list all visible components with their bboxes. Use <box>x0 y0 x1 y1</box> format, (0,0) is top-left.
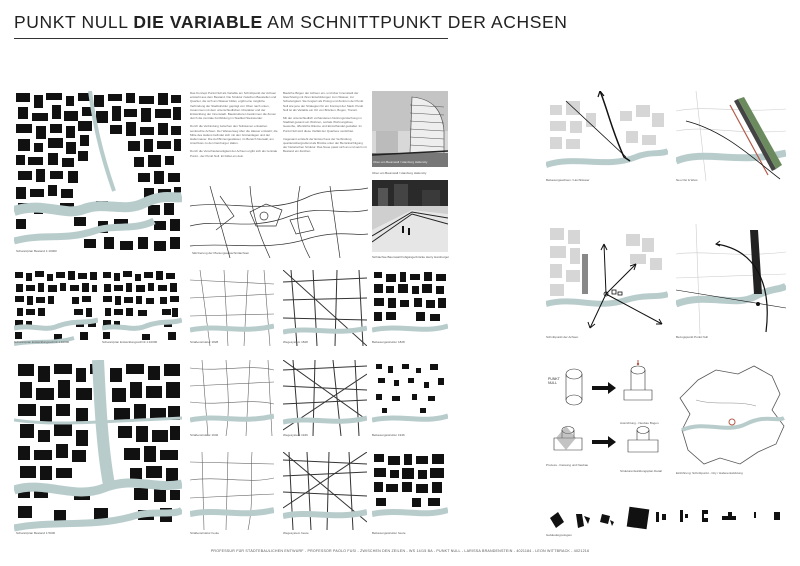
caption: Wegesystem 1946 <box>283 433 308 437</box>
caption: Bebauungsstruktur 1828 <box>372 340 405 344</box>
caption: Oben am Baumwall / Hamburg Hafencity <box>373 160 428 164</box>
caption: Schwarzplan Bestand 1:10000 <box>16 249 57 253</box>
title-rule <box>14 38 448 39</box>
punkt-null-label-2: NULL <box>548 381 557 385</box>
street-structure-1828 <box>190 270 274 348</box>
caption: Skizzierung der Planungsausschnittachsen <box>192 251 250 255</box>
caption: Bebauungsachsen / Hochhäuser <box>546 178 590 182</box>
paragraph: Insgesamt entsteht der Entwurf aus der Verbindung quartiersübergreifend als Brücke unter der Berücksichtigung der historischen Struktur. Das Neue passt sich an und setzt mit Bestand ein Zeichen. <box>283 136 367 154</box>
paragraph: Mit der unterschiedlich vorhandenen Nutzungsmischung im Stadtteil gesamt ein Wohnen, soziale Wohnungsbau, Gewerbe, öffentliche Räume und Einzelhandel gestaltet. Im Punkt Null wird diese Vielfalt der Quartiere verdichtet. <box>283 116 362 133</box>
sketch-axes <box>190 186 368 258</box>
figure-ground-map-2 <box>14 270 98 348</box>
path-system-today <box>283 452 367 538</box>
photo-caption: Sichtachse Baumwall Fußgängerbrücke Harry Hamburger <box>372 255 450 259</box>
photo-building <box>372 91 448 167</box>
building-typologies <box>546 504 786 542</box>
caption: Schwarzplan Entwicklungsschritt 1:10000 <box>102 340 158 344</box>
caption: Schwarzplan Bestand 1:5000 <box>16 531 56 535</box>
diagram-axes-highrise <box>546 91 668 187</box>
punkt-null-label: PUNKT <box>548 377 560 381</box>
text-column-2 <box>283 91 367 154</box>
city-outline-map <box>676 360 788 480</box>
caption: Ausrichtung - Neubau Bogen <box>620 421 659 425</box>
title-part1: PUNKT NULL <box>14 12 134 32</box>
building-structure-1946 <box>372 360 448 440</box>
title-bold: DIE VARIABLE <box>133 12 263 32</box>
building-structure-1828 <box>372 270 448 348</box>
caption: Bezugspunkt Punkt Null <box>676 335 708 339</box>
caption: Neu Ost & West <box>676 178 698 182</box>
caption: Schnittpunkt der Achsen <box>546 335 579 339</box>
building-structure-today <box>372 452 448 538</box>
caption: Gebäudetypologien <box>546 533 573 537</box>
caption: Prozess - Fassung und Neubau <box>546 463 589 467</box>
photo-bridge <box>372 180 448 252</box>
caption: Straßenstruktur 1946 <box>190 433 219 437</box>
page-title <box>14 12 567 33</box>
diagram-reference-point <box>676 224 786 342</box>
caption: Wegesystem heute <box>283 531 309 535</box>
title-part2: AM SCHNITTPUNKT DER ACHSEN <box>262 12 568 32</box>
caption: Bebauungsstruktur heute <box>372 531 406 535</box>
street-structure-1946 <box>190 360 274 440</box>
street-structure-today <box>190 452 274 538</box>
footer-credits: PROFESSUR FÜR STÄDTEBAULICHEN ENTWURF - PROFESSOR PAOLO FUSI - ZWISCHEN DEN ZEILEN - WS 14/15 BA - PUNKT NULL - LARISSA BRANDENSTEIN - 4021184 - LEON WITTBRACK - 4021216 <box>210 549 590 553</box>
paragraph: Durch die Verbindung zwischen den Teilräumen entstehen senkrechte Achsen. Der Wasserweg über die Häuser entsteht; die Mitte des Hafens befindet sich mit den Grünanlagen und der Hafenmauer. Die Auf Binnengewässer, im Bereich Neuwall, am Anschluss zu den hamburger Hafen. <box>190 124 278 146</box>
figure-ground-map-1 <box>14 91 182 257</box>
caption: Bebauungsstruktur 1946 <box>372 433 405 437</box>
caption: Einführung: Schnittpunkt - City / Hafenentwicklung <box>676 471 743 475</box>
diagram-new-east-west <box>676 91 786 187</box>
caption: Strukturentwicklungsplan Detail <box>620 469 662 473</box>
paragraph: Bauliche Bögen der Achsen ein- und über Innenstadt der Gleichzeitig mit ihren Entwicklungen zum Wasser, zur Schwierigkeit. Sie fungiert als Prolog und Zentrum der Punkt Null wie jene der Strategien für ein Konzept der Stadt. Punkt Null ist als Variable ein Ort von Brücken, Bogen, Transit. <box>283 91 364 112</box>
diagram-axes-intersection <box>546 224 668 342</box>
caption: Wegesystem 1828 <box>283 340 308 344</box>
diagram-process <box>546 360 676 490</box>
figure-ground-map-large <box>14 360 182 538</box>
figure-ground-map-3 <box>102 270 182 348</box>
caption: Schwarzplan Entwicklungsschritt 1:10000 <box>14 340 70 344</box>
path-system-1946 <box>283 360 367 440</box>
caption: Straßenstruktur heute <box>190 531 220 535</box>
path-system-1828 <box>283 270 367 348</box>
caption: Straßenstruktur 1828 <box>190 340 219 344</box>
paragraph: Das Konzept Punkt Null als Variable am Schnittpunkt der Achsen entsteht aus dem Bestand. Die Struktur zwischen Baustellen und Quartier, die sich am Wasser bildet, ergibt eine mögliche Verbindung der Stadtstruktur geprägt von Oben nach unten, zusammen mit dem unterschiedlichen Charakter und der Entwicklung der Innenstadt. Baustrukturen bestimmen die Zonen durch die zentrale Fortbildung im Stadtteil Steinwerder. <box>190 91 277 121</box>
paragraph: Durch die Verschiedenartigkeit der Achsen ergibt sich als zentrale Punkt - der Punkt Null. Er bildet ein dein. <box>190 149 278 158</box>
photo-caption: Oben am Baumwall / Hamburg Hafencity <box>372 171 427 175</box>
text-column-1 <box>190 91 278 158</box>
